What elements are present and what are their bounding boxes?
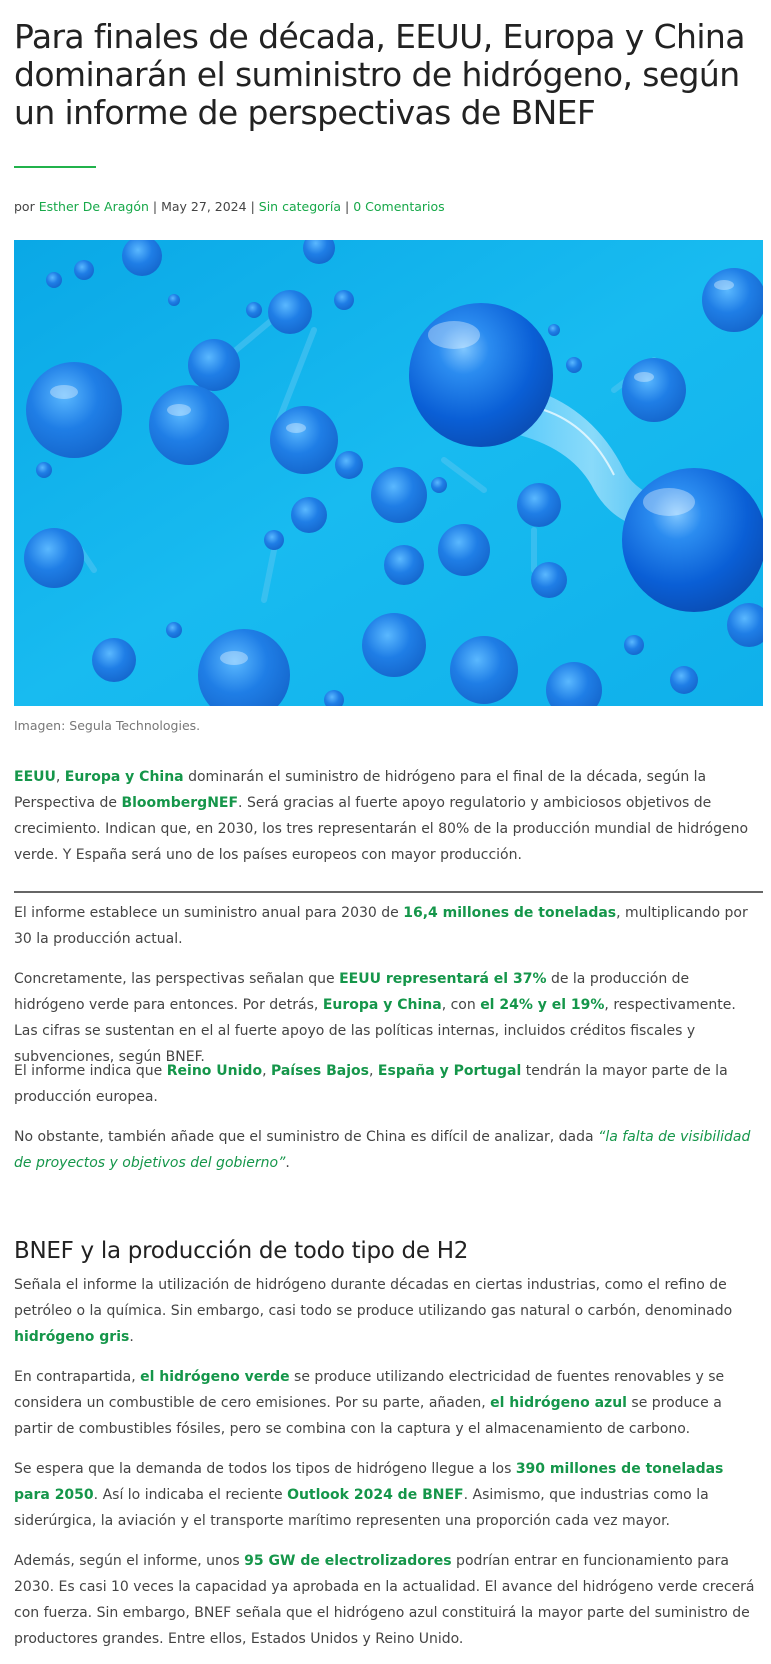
- paragraph-9: [14, 1548, 762, 1652]
- meta-separator: |: [152, 199, 158, 214]
- meta-separator: |: [250, 199, 255, 214]
- paragraph-6: [14, 1272, 762, 1350]
- author-link[interactable]: Esther De Aragón: [38, 199, 149, 214]
- paragraph-2: [14, 900, 762, 952]
- link-outlook-2024[interactable]: Outlook 2024 de BNEF: [287, 1487, 464, 1503]
- highlight: el hidrógeno verde: [140, 1369, 290, 1385]
- text: , respectivamente. Las cifras se sustentan en el al fuerte apoyo de las políticas internas, incluidos créditos fiscales y subvenciones, según BNEF.: [14, 997, 736, 1065]
- text: Se espera que la demanda de todos los tipos de hidrógeno llegue a los: [14, 1461, 516, 1477]
- text: El informe indica que: [14, 1063, 167, 1079]
- text-comma: ,: [55, 769, 65, 785]
- hydrogen-molecules-illustration: [14, 240, 763, 706]
- highlight: Reino Unido: [166, 1063, 263, 1079]
- paragraph-5: [14, 1124, 762, 1176]
- highlight: EEUU representará el 37%: [339, 971, 547, 987]
- text: tendrán la mayor parte de la producción europea.: [14, 1063, 728, 1105]
- highlight: 16,4 millones de toneladas: [403, 905, 617, 921]
- category-link[interactable]: Sin categoría: [258, 199, 342, 214]
- meta-separator: |: [345, 199, 350, 214]
- paragraph-3: [14, 966, 762, 1070]
- quote: “la falta de visibilidad de proyectos y objetivos del gobierno”: [14, 1129, 751, 1171]
- text: .: [285, 1155, 290, 1171]
- paragraph-4: [14, 1058, 762, 1110]
- highlight: el 24% y el 19%: [480, 997, 605, 1013]
- article-title: Para finales de década, EEUU, Europa y China dominarán el suministro de hidrógeno, según un informe de perspectivas de BNEF: [14, 17, 745, 132]
- link-eeuu[interactable]: EEUU: [14, 769, 56, 785]
- text: No obstante, también añade que el suministro de China es difícil de analizar, dada: [14, 1129, 599, 1145]
- text: , multiplicando por 30 la producción actual.: [14, 905, 748, 947]
- text: de la producción de hidrógeno verde para entonces. Por detrás,: [14, 971, 690, 1013]
- highlight: Países Bajos: [270, 1063, 370, 1079]
- text: . Así lo indicaba el reciente: [93, 1487, 288, 1503]
- highlight: 390 millones de toneladas para 2050: [14, 1461, 724, 1503]
- text: Además, según el informe, unos: [14, 1553, 245, 1569]
- post-date: May 27, 2024: [161, 199, 247, 214]
- text: se produce a partir de combustibles fósiles, pero se combina con la captura y el almacenamiento de carbono.: [14, 1395, 722, 1437]
- highlight: hidrógeno gris: [14, 1329, 130, 1345]
- title-underline: [14, 166, 96, 168]
- text: . Será gracias al fuerte apoyo regulatorio y ambiciosos objetivos de crecimiento. Indican que, en 2030, los tres representarán el 80% de la producción mundial de hidrógeno verde. Y España será uno de los países europeos con mayor producción.: [14, 795, 749, 863]
- hero-image: [14, 240, 763, 706]
- text: .: [129, 1329, 134, 1345]
- text: dominarán el suministro de hidrógeno para el final de la década, según la Perspectiva de: [14, 769, 707, 811]
- paragraph-8: [14, 1456, 762, 1534]
- highlight: España y Portugal: [377, 1063, 522, 1079]
- link-europa-china[interactable]: Europa y China: [64, 769, 184, 785]
- text: podrían entrar en funcionamiento para 2030. Es casi 10 veces la capacidad ya aprobada en la actualidad. El avance del hidrógeno verde crecerá con fuerza. Sin embargo, BNEF señala que el hidrógeno azul constituirá la mayor parte del suministro de productores grandes. Entre ellos, Estados Unidos y Reino Unido.: [14, 1553, 755, 1647]
- highlight: Europa y China: [322, 997, 442, 1013]
- meta-by: por: [14, 199, 35, 214]
- paragraph-7: [14, 1364, 762, 1442]
- text: En contrapartida,: [14, 1369, 141, 1385]
- link-bloombergnef[interactable]: BloombergNEF: [121, 795, 239, 811]
- section-divider: [14, 891, 763, 893]
- text: . Asimismo, que industrias como la siderúrgica, la aviación y el transporte marítimo representen una proporción cada vez mayor.: [14, 1487, 709, 1529]
- image-caption: Imagen: Segula Technologies.: [14, 718, 201, 733]
- article-meta: [14, 199, 445, 214]
- text-comma: ,: [369, 1063, 378, 1079]
- text: se produce utilizando electricidad de fuentes renovables y se considera un combustible de cero emisiones. Por su parte, añaden,: [14, 1369, 725, 1411]
- text: Concretamente, las perspectivas señalan que: [14, 971, 340, 987]
- text: , con: [441, 997, 481, 1013]
- text: Señala el informe la utilización de hidrógeno durante décadas en ciertas industrias, como el refino de petróleo o la química. Sin embargo, casi todo se produce utilizando gas natural o carbón, denominado: [14, 1277, 733, 1319]
- text: El informe establece un suministro anual para 2030 de: [14, 905, 404, 921]
- highlight: el hidrógeno azul: [490, 1395, 627, 1411]
- paragraph-1: [14, 764, 762, 868]
- highlight: 95 GW de electrolizadores: [244, 1553, 452, 1569]
- comments-link[interactable]: 0 Comentarios: [353, 199, 445, 214]
- section-heading: BNEF y la producción de todo tipo de H2: [14, 1238, 469, 1264]
- text-comma: ,: [262, 1063, 271, 1079]
